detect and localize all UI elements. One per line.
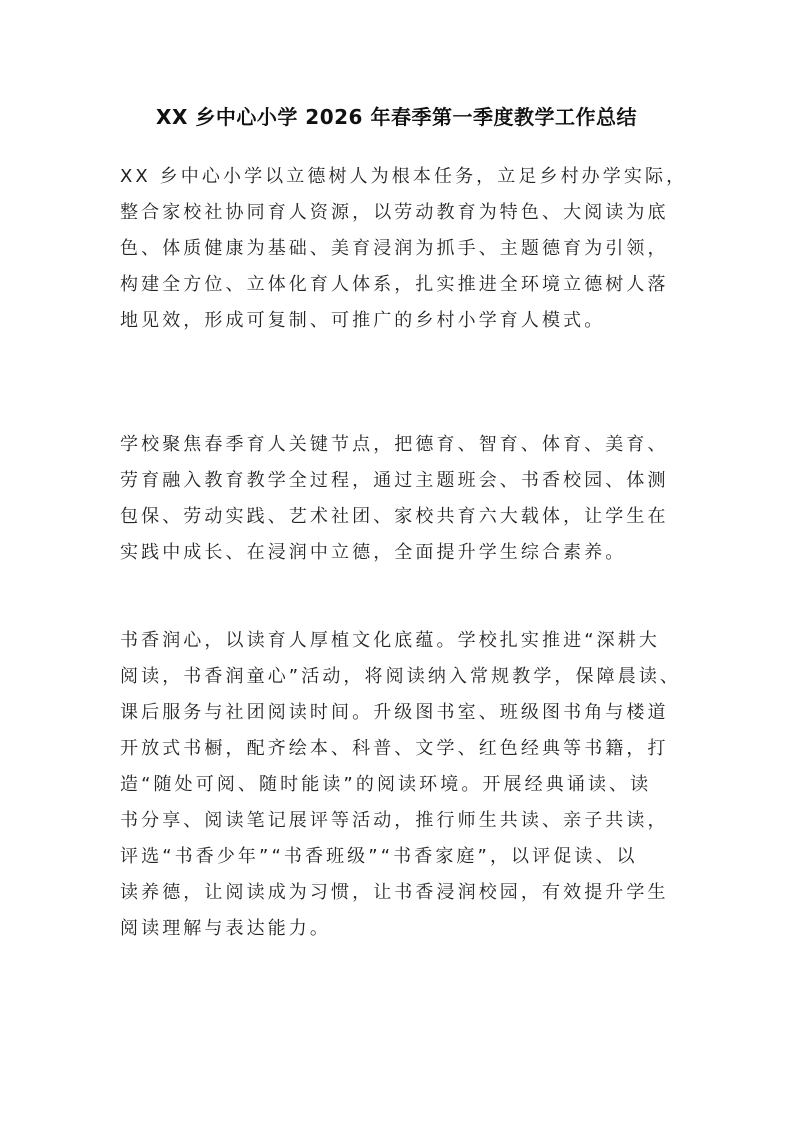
paragraph-line: 书香润心，以读育人厚植文化底蕴。学校扎实推进“深耕大 [120,630,660,651]
paragraph-line: 劳育融入教育教学全过程，通过主题班会、书香校园、体测 [120,470,669,491]
paragraph-reading [120,623,680,947]
paragraph-line: 实践中成长、在浸润中立德，全面提升学生综合素养。 [120,542,627,563]
paragraph-line: 色、体质健康为基础、美育浸润为抓手、主题德育为引领， [120,238,669,259]
paragraph-line: 阅读理解与表达能力。 [120,918,331,939]
paragraph-line: 书分享、阅读笔记展评等活动，推行师生共读、亲子共读， [120,810,669,831]
paragraph-line: XX 乡中心小学以立德树人为根本任务，立足乡村办学实际， [120,166,688,187]
paragraph-line: 造“随处可阅、随时能读”的阅读环境。开展经典诵读、读 [120,774,652,795]
paragraph-line: 包保、劳动实践、艺术社团、家校共育六大载体，让学生在 [120,506,669,527]
paragraph-line: 评选“书香少年”“书香班级”“书香家庭”，以评促读、以 [120,846,638,867]
paragraph-line: 读养德，让阅读成为习惯，让书香浸润校园，有效提升学生 [120,882,669,903]
paragraph-line: 开放式书橱，配齐绘本、科普、文学、红色经典等书籍，打 [120,738,669,759]
paragraph-line: 构建全方位、立体化育人体系，扎实推进全环境立德树人落 [120,274,669,295]
paragraph-line: 课后服务与社团阅读时间。升级图书室、班级图书角与楼道 [120,702,669,723]
paragraph-line: 学校聚焦春季育人关键节点，把德育、智育、体育、美育、 [120,434,669,455]
paragraph-focus [120,427,680,571]
paragraph-line: 整合家校社协同育人资源，以劳动教育为特色、大阅读为底 [120,202,669,223]
document-title: XX 乡中心小学 2026 年春季第一季度教学工作总结 [156,105,637,129]
paragraph-line: 地见效，形成可复制、可推广的乡村小学育人模式。 [120,310,606,331]
paragraph-intro [120,159,688,339]
paragraph-line: 阅读，书香润童心”活动，将阅读纳入常规教学，保障晨读、 [120,666,682,687]
